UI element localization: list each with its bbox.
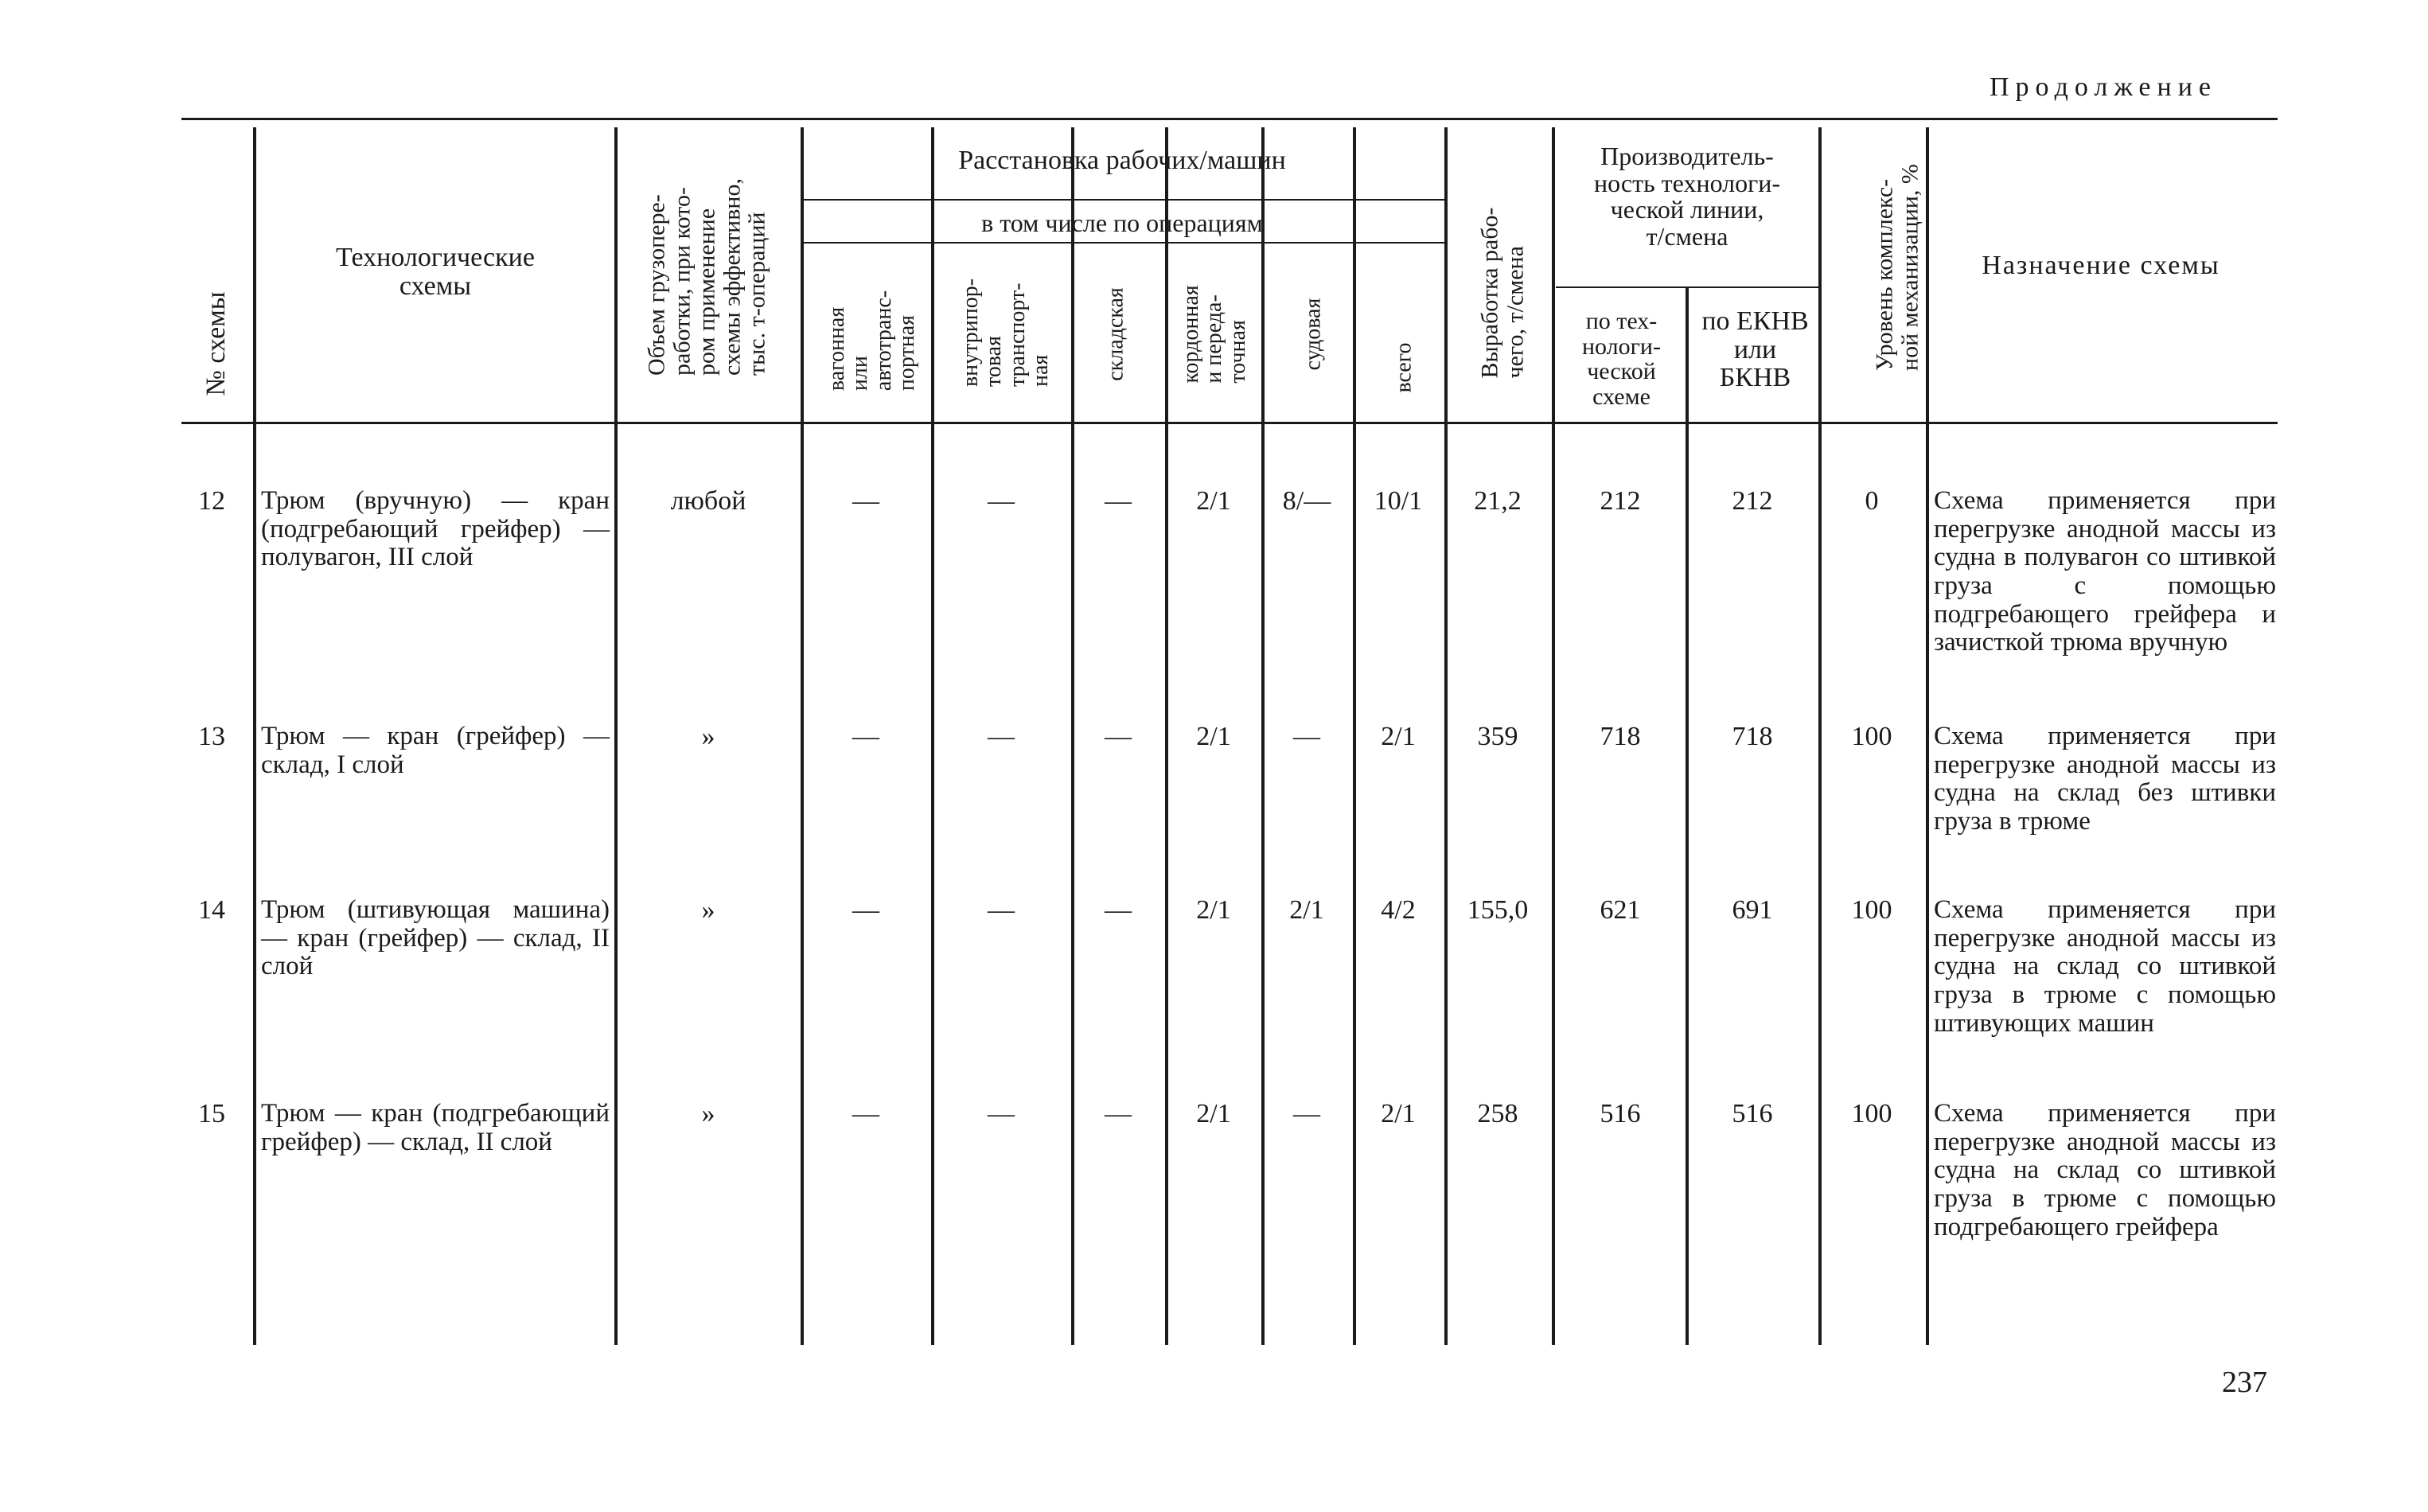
table-rule [181, 422, 2278, 424]
table-rule [801, 127, 804, 1345]
header-scheme-no: № схемы [201, 291, 232, 396]
row-warehouse: — [1105, 722, 1132, 751]
row-ship: 8/— [1282, 486, 1331, 516]
row-cordon: 2/1 [1196, 1099, 1231, 1128]
row-prod-tech: 718 [1600, 722, 1641, 751]
row-output: 258 [1477, 1099, 1518, 1128]
row-prod-tech: 516 [1600, 1099, 1641, 1128]
table-rule [931, 242, 933, 422]
row-volume: любой [670, 486, 746, 516]
table-rule [804, 199, 1444, 201]
row-prod-ekhv: 212 [1732, 486, 1773, 516]
row-purpose: Схема применяется при перегрузке анодной массы из судна на склад без штивки груза в трюме [1934, 722, 2276, 836]
table-rule [804, 242, 1444, 244]
row-mech: 0 [1865, 486, 1879, 516]
row-ship: 2/1 [1289, 895, 1324, 925]
row-prod-ekhv: 718 [1732, 722, 1773, 751]
row-cordon: 2/1 [1196, 895, 1231, 925]
row-intraport: — [988, 895, 1015, 925]
row-cordon: 2/1 [1196, 722, 1231, 751]
row-mech: 100 [1851, 1099, 1892, 1128]
row-cordon: 2/1 [1196, 486, 1231, 516]
header-total: всего [1391, 342, 1417, 393]
row-wagon: — [852, 1099, 879, 1128]
row-wagon: — [852, 895, 879, 925]
row-intraport: — [988, 486, 1015, 516]
table-rule [253, 127, 256, 1345]
row-scheme-no: 12 [198, 486, 225, 516]
header-by-tech-scheme: по тех- нологи- ческой схеме [1582, 308, 1661, 410]
header-purpose: Назначение схемы [1982, 251, 2220, 280]
row-wagon: — [852, 486, 879, 516]
table-rule [1261, 242, 1263, 422]
row-output: 21,2 [1474, 486, 1522, 516]
header-output: Выработка рабо- чего, т/смена [1476, 207, 1528, 379]
row-intraport: — [988, 1099, 1015, 1128]
row-scheme-no: 15 [198, 1099, 225, 1128]
row-total: 4/2 [1381, 895, 1416, 925]
table-rule [1165, 242, 1167, 422]
row-purpose: Схема применяется при перегрузке анодной массы из судна в полувагон со штивкой груза с помощью подгребающего грейфера и зачисткой трюма вручную [1934, 486, 2276, 657]
row-prod-tech: 621 [1600, 895, 1641, 925]
row-scheme-name: Трюм (штивующая машина) — кран (грейфер) — склад, II слой [261, 895, 610, 981]
row-ship: — [1293, 1099, 1320, 1128]
row-volume: » [701, 722, 715, 751]
header-productivity: Производитель- ность технологи- ческой линии, т/смена [1593, 142, 1781, 251]
row-intraport: — [988, 722, 1015, 751]
continuation-label: Продолжение [1990, 72, 2218, 102]
header-tech-schemes: Технологические схемы [336, 243, 535, 301]
row-wagon: — [852, 722, 879, 751]
row-scheme-no: 13 [198, 722, 225, 751]
header-op-warehouse: складская [1103, 287, 1128, 381]
row-scheme-name: Трюм (вручную) — кран (подгребающий грейфер) — полувагон, III слой [261, 486, 610, 572]
row-warehouse: — [1105, 895, 1132, 925]
header-volume: Объем грузопере- работки, при кото- ром применение схемы эффективно, тыс. т-операций [643, 178, 770, 376]
row-mech: 100 [1851, 895, 1892, 925]
table-rule [1353, 242, 1354, 422]
row-warehouse: — [1105, 1099, 1132, 1128]
row-output: 155,0 [1467, 895, 1529, 925]
header-by-operations: в том числе по операциям [981, 208, 1263, 237]
row-prod-ekhv: 516 [1732, 1099, 1773, 1128]
row-scheme-name: Трюм — кран (подгребающий грейфер) — склад, II слой [261, 1099, 610, 1156]
row-prod-ekhv: 691 [1732, 895, 1773, 925]
row-volume: » [701, 1099, 715, 1128]
header-placement: Расстановка рабочих/машин [958, 146, 1286, 175]
header-op-ship: судовая [1300, 298, 1326, 371]
row-scheme-no: 14 [198, 895, 225, 925]
table-rule [181, 118, 2278, 120]
table-rule [1686, 286, 1689, 1345]
row-volume: » [701, 895, 715, 925]
row-total: 10/1 [1374, 486, 1423, 516]
header-op-intraport: внутрипор- товая транспорт- ная [958, 278, 1054, 388]
row-ship: — [1293, 722, 1320, 751]
row-warehouse: — [1105, 486, 1132, 516]
row-mech: 100 [1851, 722, 1892, 751]
row-purpose: Схема применяется при перегрузке анодной массы из судна на склад со штивкой груза в трюме с помощью штивующих машин [1934, 895, 2276, 1038]
row-scheme-name: Трюм — кран (грейфер) — склад, I слой [261, 722, 610, 779]
header-op-wagon: вагонная или автотранс- портная [824, 290, 920, 392]
header-op-cordon: кордонная и переда- точная [1178, 285, 1250, 384]
header-by-ekhv: по ЕКНВ или БКНВ [1701, 306, 1809, 393]
row-output: 359 [1477, 722, 1518, 751]
header-mechanization: Уровень комплекс- ной механизации, % [1871, 164, 1923, 371]
row-total: 2/1 [1381, 1099, 1416, 1128]
page-number: 237 [2222, 1366, 2267, 1399]
row-total: 2/1 [1381, 722, 1416, 751]
table-rule [1071, 242, 1073, 422]
row-prod-tech: 212 [1600, 486, 1641, 516]
row-purpose: Схема применяется при перегрузке анодной массы из судна на склад со штивкой груза в трюме с помощью подгребающего грейфера [1934, 1099, 2276, 1241]
table-rule [614, 127, 618, 1345]
